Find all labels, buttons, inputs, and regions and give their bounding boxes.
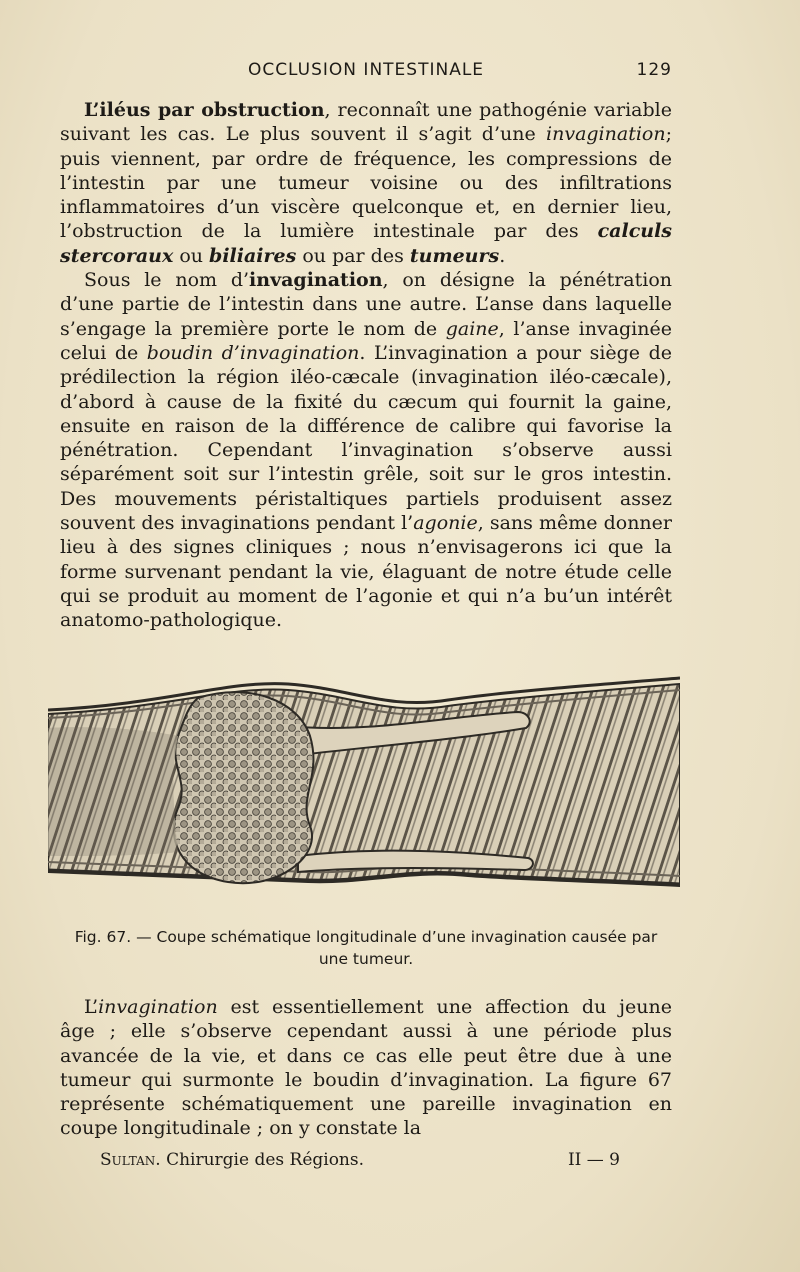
text-block-bottom — [60, 995, 672, 1141]
text-run: . — [499, 244, 506, 267]
footer-title — [100, 1150, 364, 1170]
term-biliaires: biliaires — [209, 244, 297, 267]
footer-signature: II — 9 — [567, 1150, 620, 1170]
page-number: 129 — [636, 60, 672, 80]
text-run: L’ — [84, 996, 99, 1018]
term-ileus-par-obstruction: L’iléus par obstruction — [84, 99, 325, 121]
paragraph-ileus — [60, 98, 672, 268]
text-run: , reconnaît une pathogénie variable suivant les cas. Le plus souvent il s’agit d’une — [60, 99, 672, 146]
caption-label: Fig. 67. — [74, 928, 132, 946]
paragraph-affection-jeune-age — [60, 995, 672, 1141]
term-gaine: gaine — [445, 317, 499, 340]
term-invagination-italic: invagination — [98, 996, 218, 1018]
term-invagination-bold: invagination — [249, 269, 383, 292]
page-footer — [100, 1150, 640, 1174]
text-run: est essentiellement une affection du jeune âge ; elle s’observe cependant aussi à une période plus avancée de la vie, et dans ce cas elle peut être due à une tumeur qui surmonte le boudin d’invagination. La figure 67 représente schématiquement une pareille invagination en coupe longitudinale ; on y constate la — [60, 996, 672, 1140]
text-run: ou — [173, 244, 210, 267]
text-run: . L’invagination a pour siège de prédilection la région iléo-cæcale (invagination iléo-cæcale), d’abord à cause de la fixité du cæcum qui fournit la gaine, ensuite en raison de la différence de calibre qui favorise la pénétration. Cependant l’invagination s’observe aussi séparément soit sur l’intestin grêle, soit sur le gros intestin. Des mouvements péristaltiques partiels produisent assez souvent des invaginations pendant l’ — [60, 341, 672, 535]
running-head-title: OCCLUSION INTESTINALE — [247, 60, 485, 80]
text-run: Sous le nom d’ — [84, 269, 250, 292]
term-tumeurs: tumeurs — [409, 244, 500, 267]
term-boudin-d-invagination: boudin d’invagination — [146, 341, 360, 364]
text-block-top — [60, 98, 672, 633]
footer-author: Sultan — [100, 1150, 156, 1170]
text-run: ou par des — [296, 244, 410, 267]
text-run: , l’anse invaginée celui de — [60, 317, 672, 364]
term-invagination: invagination — [546, 123, 666, 146]
text-run: ; puis viennent, par ordre de fréquence, les compressions de l’intestin par une tumeur voisine ou des infiltrations inflammatoires d’un viscère quelconque et, en dernier lieu, l’obstruction de la lumière intestinale par des — [60, 123, 672, 243]
caption-text: — Coupe schématique longitudinale d’une invagination causée par une tumeur. — [131, 928, 658, 968]
term-calculs-stercoraux: calculs stercoraux — [60, 220, 672, 267]
paragraph-invagination-definition — [60, 268, 672, 632]
figure-caption — [60, 926, 672, 970]
running-head — [60, 60, 672, 84]
footer-work: . Chirurgie des Régions. — [155, 1150, 365, 1170]
text-run: , sans même donner lieu à des signes cliniques ; nous n’envisagerons ici que la forme survenant pendant la vie, élaguant de notre étude celle qui se produit au moment de l’agonie et qui n’a bu’un intérêt anatomo-pathologique. — [60, 512, 672, 632]
term-agonie: agonie — [413, 512, 478, 535]
text-run: , on désigne la pénétration d’une partie de l’intestin dans une autre. L’anse dans laquelle s’engage la première porte le nom de — [60, 269, 672, 340]
figure-67-illustration — [48, 676, 680, 898]
intestine-section-drawing — [48, 676, 680, 898]
